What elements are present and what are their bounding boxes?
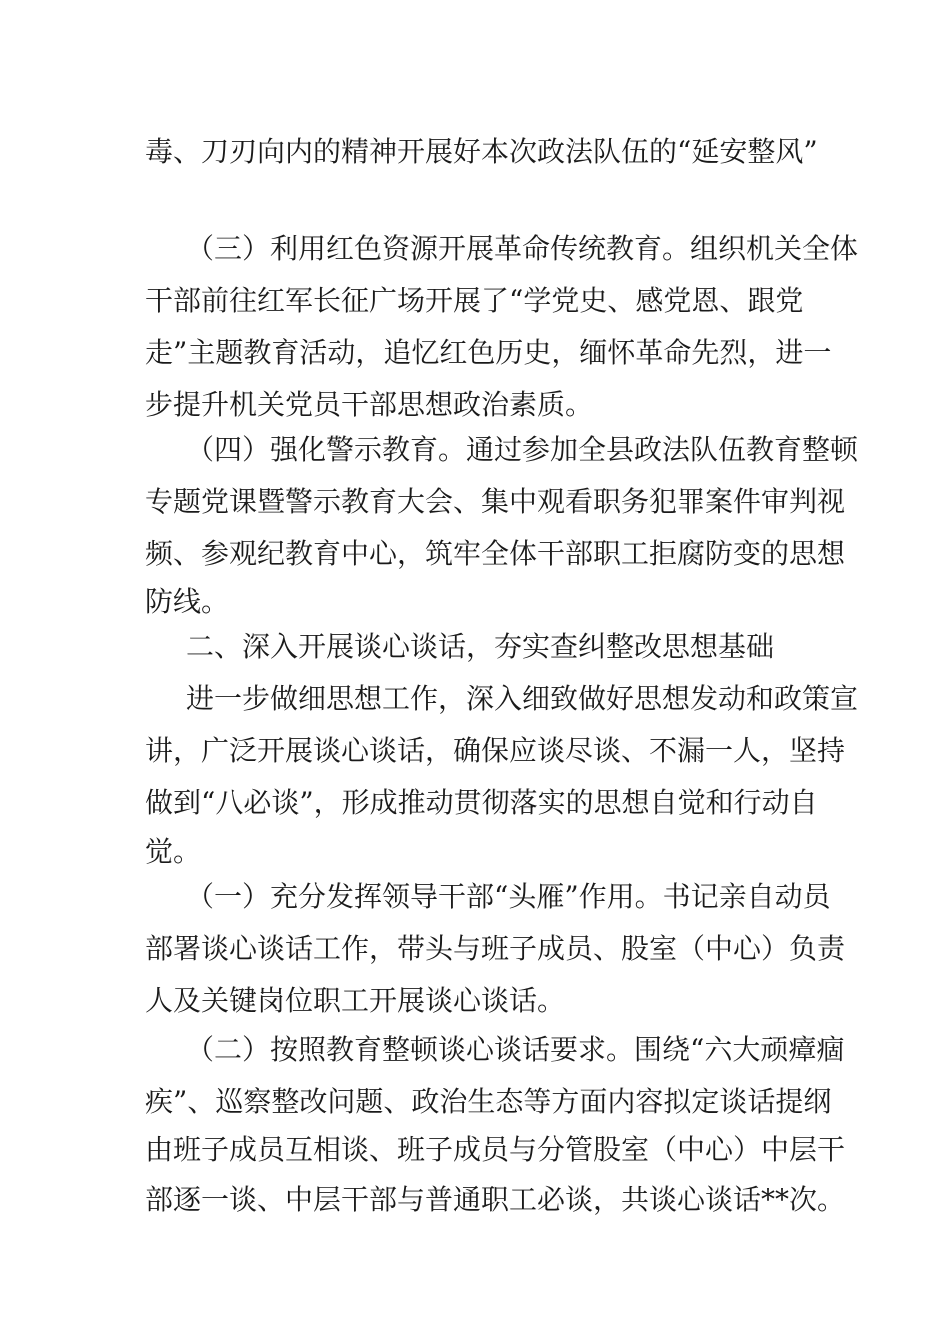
chapter-heading-2: 二、深入开展谈心谈话，夯实查纠整改思想基础 (186, 630, 775, 663)
text-line: 部逐一谈、中层干部与普通职工必谈，共谈心谈话**次。 (145, 1183, 846, 1216)
text-line: 部署谈心谈话工作，带头与班子成员、股室（中心）负责 (145, 932, 846, 965)
text-line: 防线。 (145, 585, 230, 618)
text-line: 疾”、巡察整改问题、政治生态等方面内容拟定谈话提纲 (145, 1085, 832, 1118)
text-line: 步提升机关党员干部思想政治素质。 (145, 388, 594, 421)
text-line: 频、参观纪教育中心，筑牢全体干部职工拒腐防变的思想 (145, 537, 846, 570)
text-line: 走”主题教育活动，追忆红色历史，缅怀革命先烈，进一 (145, 336, 832, 369)
section-heading-2: （二）按照教育整顿谈心谈话要求。围绕“六大顽瘴痼 (186, 1033, 845, 1066)
text-line: 干部前往红军长征广场开展了“学党史、感党恩、跟党 (145, 284, 804, 317)
paragraph-start: 进一步做细思想工作，深入细致做好思想发动和政策宣 (186, 682, 859, 715)
text-line: 觉。 (145, 835, 202, 868)
section-heading-4: （四）强化警示教育。通过参加全县政法队伍教育整顿 (186, 433, 859, 466)
text-line: 毒、刀刃向内的精神开展好本次政法队伍的“延安整风” (145, 135, 818, 168)
text-line: 做到“八必谈”，形成推动贯彻落实的思想自觉和行动自 (145, 786, 818, 819)
section-heading-1: （一）充分发挥领导干部“头雁”作用。书记亲自动员 (186, 880, 831, 913)
text-line: 人及关键岗位职工开展谈心谈话。 (145, 984, 566, 1017)
text-line: 讲，广泛开展谈心谈话，确保应谈尽谈、不漏一人，坚持 (145, 734, 846, 767)
section-heading-3: （三）利用红色资源开展革命传统教育。组织机关全体 (186, 232, 859, 265)
text-line: 专题党课暨警示教育大会、集中观看职务犯罪案件审判视 (145, 485, 846, 518)
text-line: 由班子成员互相谈、班子成员与分管股室（中心）中层干 (145, 1133, 846, 1166)
